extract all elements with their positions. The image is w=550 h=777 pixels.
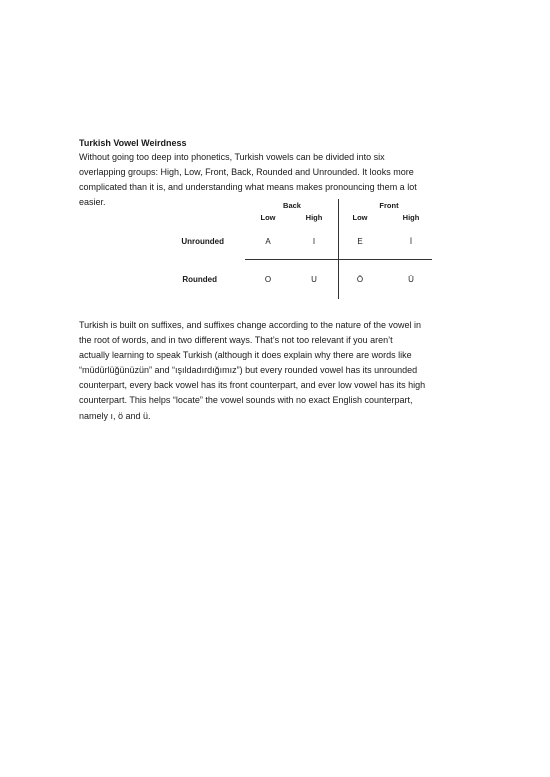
- vowel-cell: O: [264, 275, 272, 284]
- paragraph-line: Without going too deep into phonetics, Turkish vowels can be divided into six: [79, 152, 385, 162]
- vowel-cell: İ: [409, 237, 413, 246]
- row-label-unrounded: Unrounded: [181, 237, 224, 246]
- header-back-low: Low: [260, 213, 276, 222]
- vowel-cell: Ü: [408, 275, 414, 284]
- paragraph-line: namely ı, ö and ü.: [79, 410, 151, 421]
- vowel-cell: E: [357, 237, 363, 246]
- body-paragraph: [79, 318, 425, 424]
- table-horizontal-divider: [245, 259, 432, 260]
- vowel-cell: I: [312, 237, 316, 246]
- paragraph-line: overlapping groups: High, Low, Front, Back, Rounded and Unrounded. It looks more: [79, 167, 414, 178]
- vowel-cell: U: [311, 275, 317, 284]
- table-vertical-divider: [338, 199, 339, 299]
- header-back: Back: [283, 201, 301, 210]
- intro-paragraph: [79, 150, 417, 210]
- paragraph-line: counterpart, every back vowel has its front counterpart, and ever low vowel has its high: [79, 380, 426, 391]
- paragraph-line: counterpart. This helps “locate” the vowel sounds with no exact English counterpart,: [79, 395, 413, 406]
- header-front-high: High: [402, 213, 420, 222]
- header-front: Front: [379, 201, 399, 210]
- paragraph-line: actually learning to speak Turkish (although it does explain why there are words like: [79, 350, 412, 361]
- header-back-high: High: [305, 213, 323, 222]
- paragraph-line: easier.: [79, 197, 106, 208]
- paragraph-line: the root of words, and in two different ways. That’s not too relevant if you aren’t: [79, 335, 393, 346]
- paragraph-line: Turkish is built on suffixes, and suffixes change according to the nature of the vowel in: [79, 320, 422, 330]
- section-title: Turkish Vowel Weirdness: [79, 138, 187, 148]
- row-label-rounded: Rounded: [182, 275, 217, 284]
- paragraph-line: “müdürlüğünüzün” and “ışıldadırdığımız”) but every rounded vowel has its unrounded: [79, 365, 418, 376]
- paragraph-line: complicated than it is, and understanding what means makes pronouncing them a lot: [79, 182, 417, 193]
- vowel-cell: A: [265, 237, 271, 246]
- header-front-low: Low: [352, 213, 368, 222]
- vowel-cell: Ö: [356, 275, 364, 284]
